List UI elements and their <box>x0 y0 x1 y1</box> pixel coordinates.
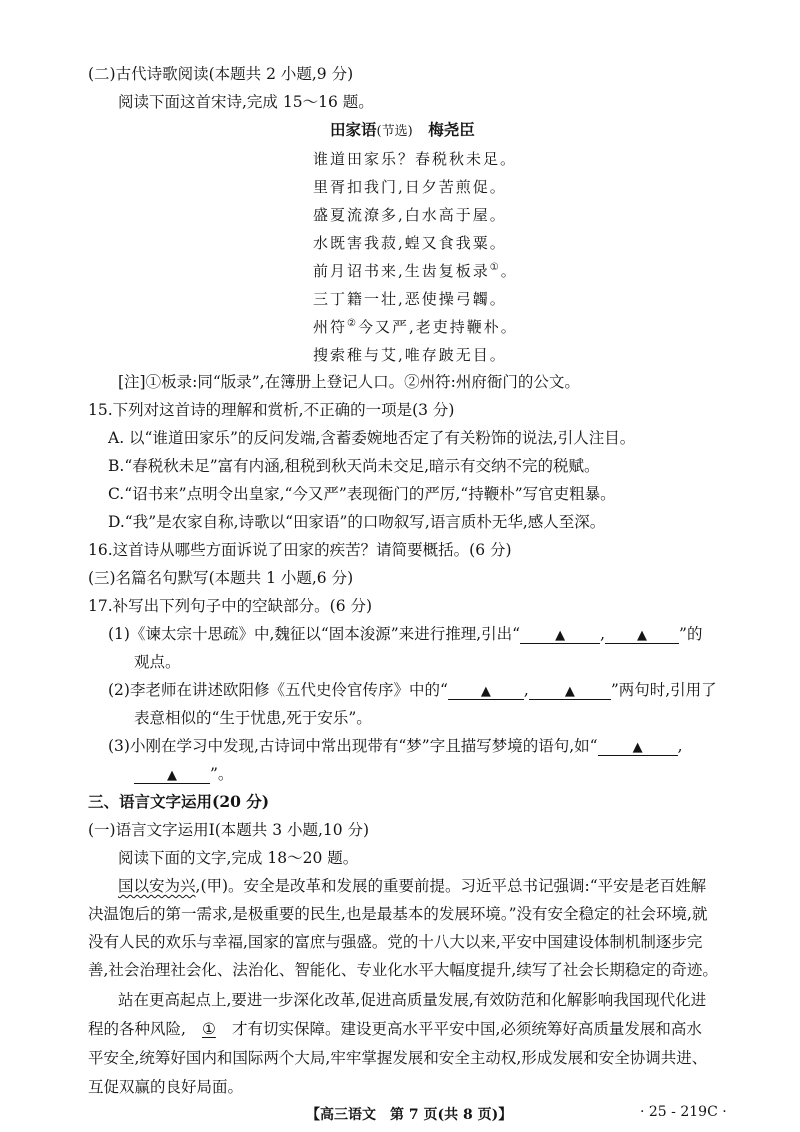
passage-line: 程的各种风险, ① 才有切实保障。建设更高水平平安中国,必须统筹好高质量发展和高水 <box>88 1020 702 1038</box>
footnote-ref: ① <box>489 262 501 273</box>
answer-blank[interactable]: ▲ <box>520 625 600 644</box>
question-17-stem: 17.补写出下列句子中的空缺部分。(6 分) <box>88 597 373 615</box>
subsection-heading: (一)语言文字运用Ⅰ(本题共 3 小题,10 分) <box>88 821 370 839</box>
section-heading-poetry: (二)古代诗歌阅读(本题共 2 小题,9 分) <box>88 65 354 83</box>
q17-item-2-cont: 表意相似的“生于忧患,死于安乐”。 <box>134 709 372 727</box>
footnote-ref: ② <box>347 318 358 329</box>
poem-annotation: [注]①板录:同“版录”,在簿册上登记人口。②州符:州府衙门的公文。 <box>118 373 580 391</box>
poem-line: 三丁籍一壮,恶使操弓韣。 <box>313 290 507 308</box>
q17-item-1-cont: 观点。 <box>134 653 181 671</box>
poem-line: 盛夏流潦多,白水高于屋。 <box>313 206 507 224</box>
answer-blank[interactable]: ▲ <box>134 765 210 784</box>
poem-line: 谁道田家乐？春税秋未足。 <box>313 150 518 168</box>
poem-line: 里胥扣我门,日夕苦煎促。 <box>313 178 507 196</box>
passage-line: 国以安为兴,(甲)。安全是改革和发展的重要前提。习近平总书记强调:“平安是老百姓解 <box>118 877 707 895</box>
poem-line: 前月诏书来,生齿复板录①。 <box>313 262 518 280</box>
passage-line: 平安全,统筹好国内和国际两个大局,牢牢掌握发展和安全主动权,形成发展和安全协调共进、 <box>88 1049 708 1067</box>
question-15-option-a: A. 以“谁道田家乐”的反问发端,含蓄委婉地否定了有关粉饰的说法,引人注目。 <box>108 429 636 447</box>
question-15-option-d: D.“我”是农家自称,诗歌以“田家语”的口吻叙写,语言质朴无华,感人至深。 <box>108 513 606 531</box>
part-heading-language-use: 三、语言文字运用(20 分) <box>88 792 270 811</box>
poem-line: 水既害我菽,蝗又食我粟。 <box>313 234 507 252</box>
answer-blank[interactable]: ▲ <box>605 625 679 644</box>
q17-item-2: (2)李老师在讲述欧阳修《五代史伶官传序》中的“ ▲ , ▲ ”两句时,引用了 <box>108 681 717 699</box>
answer-blank[interactable]: ▲ <box>598 737 678 756</box>
q17-item-3: (3)小刚在学习中发现,古诗词中常出现带有“梦”字且描写梦境的语句,如“ ▲ , <box>108 737 683 755</box>
reading-instruction: 阅读下面的文字,完成 18～20 题。 <box>118 849 359 867</box>
answer-blank[interactable]: ▲ <box>529 681 611 700</box>
poetry-instruction: 阅读下面这首宋诗,完成 15～16 题。 <box>118 93 374 111</box>
poem-title: 田家语 <box>330 120 377 139</box>
q17-item-1: (1)《谏太宗十思疏》中,魏征以“固本浚源”来进行推理,引出“ ▲ , ▲ ”的 <box>108 625 703 643</box>
answer-blank[interactable]: ▲ <box>448 681 524 700</box>
poem-title-line <box>330 120 475 142</box>
passage-line: 善,社会治理社会化、法治化、智能化、专业化水平大幅度提升,续写了社会长期稳定的奇迹。 <box>88 961 718 979</box>
question-15-stem: 15.下列对这首诗的理解和赏析,不正确的一项是(3 分) <box>88 401 455 419</box>
q17-item-3-cont: ▲ ”。 <box>134 764 233 784</box>
poem-author: 梅尧臣 <box>428 120 475 139</box>
question-15-option-b: B.“春税秋未足”富有内涵,租税到秋天尚未交足,暗示有交纳不完的税赋。 <box>108 457 600 475</box>
section-heading-dictation: (三)名篇名句默写(本题共 1 小题,6 分) <box>88 569 354 587</box>
poem-line: 州符②今又严,老吏持鞭朴。 <box>313 318 518 336</box>
passage-line: 决温饱后的第一需求,是极重要的民生,也是最基本的发展环境。”没有安全稳定的社会环境,就 <box>88 905 708 923</box>
poem-line: 搜索稚与艾,唯存跛无目。 <box>313 346 507 364</box>
question-16-stem: 16.这首诗从哪些方面诉说了田家的疾苦？请简要概括。(6 分) <box>88 541 512 559</box>
page-footer: 【高三语文 第 7 页(共 8 页)】 <box>306 1107 513 1123</box>
passage-line: 互促双赢的良好局面。 <box>88 1078 244 1096</box>
poem-note: (节选) <box>376 124 413 139</box>
blank-1[interactable]: ① <box>201 1020 216 1038</box>
question-15-option-c: C.“诏书来”点明令出皇家,“今又严”表现衙门的严厉,“持鞭朴”写官吏粗暴。 <box>108 485 616 503</box>
exam-code: · 25 - 219C · <box>640 1104 727 1120</box>
wavy-underlined-phrase: 国以安为兴 <box>118 877 196 895</box>
passage-line: 站在更高起点上,要进一步深化改革,促进高质量发展,有效防范和化解影响我国现代化进 <box>118 991 707 1009</box>
passage-line: 没有人民的欢乐与幸福,国家的富庶与强盛。党的十八大以来,平安中国建设体制机制逐步完 <box>88 933 703 951</box>
